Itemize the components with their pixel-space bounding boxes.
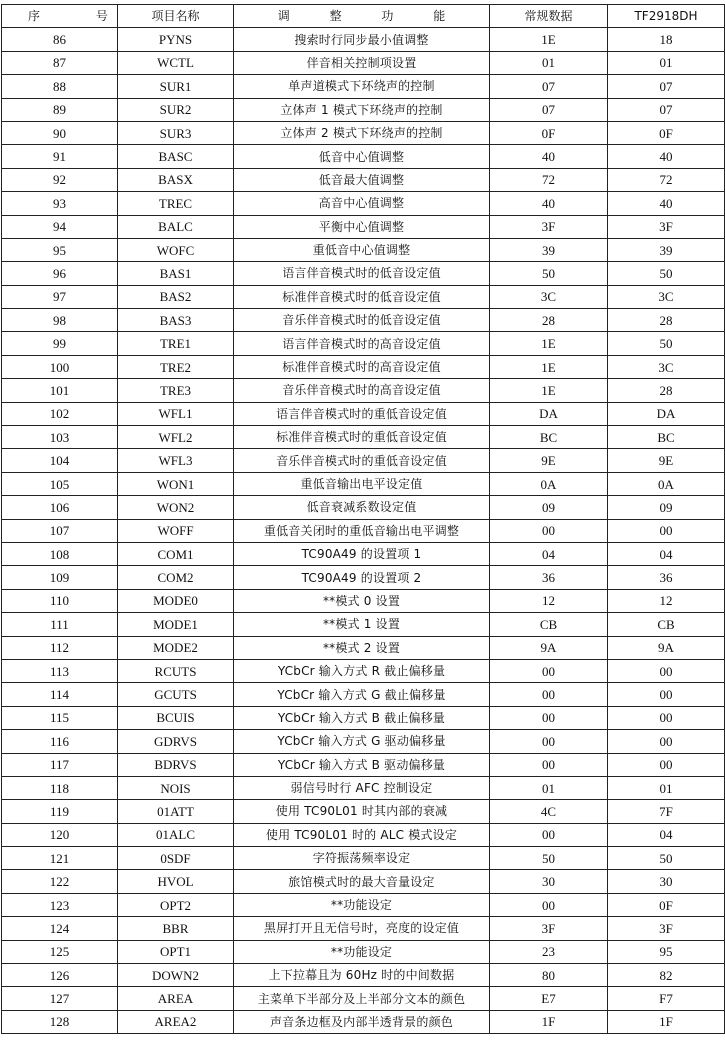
- table-row: [2, 519, 725, 542]
- cell-name: TRE2: [118, 355, 234, 378]
- table-row: [2, 730, 725, 753]
- table-row: [2, 238, 725, 261]
- cell-model: 3F: [608, 917, 725, 940]
- cell-normal: DA: [490, 402, 608, 425]
- table-row: [2, 613, 725, 636]
- table-row: [2, 776, 725, 799]
- cell-name: BAS3: [118, 309, 234, 332]
- cell-normal: 1E: [490, 379, 608, 402]
- cell-no: 93: [2, 192, 118, 215]
- cell-model: 01: [608, 776, 725, 799]
- cell-no: 94: [2, 215, 118, 238]
- cell-model: 00: [608, 519, 725, 542]
- cell-name: WON1: [118, 472, 234, 495]
- cell-name: WFL2: [118, 426, 234, 449]
- cell-no: 127: [2, 987, 118, 1010]
- cell-model: 40: [608, 145, 725, 168]
- table-row: [2, 636, 725, 659]
- cell-no: 97: [2, 285, 118, 308]
- cell-normal: BC: [490, 426, 608, 449]
- cell-function: YCbCr 输入方式 R 截止偏移量: [234, 659, 490, 682]
- table-row: [2, 940, 725, 963]
- cell-no: 106: [2, 496, 118, 519]
- cell-model: 0A: [608, 472, 725, 495]
- table-row: [2, 355, 725, 378]
- table-row: [2, 893, 725, 916]
- table-row: [2, 426, 725, 449]
- cell-function: 音乐伴音模式时的低音设定值: [234, 309, 490, 332]
- cell-normal: 4C: [490, 800, 608, 823]
- cell-normal: 72: [490, 168, 608, 191]
- cell-model: BC: [608, 426, 725, 449]
- cell-function: 黑屏打开且无信号时，亮度的设定值: [234, 917, 490, 940]
- cell-no: 128: [2, 1010, 118, 1033]
- cell-name: WFL3: [118, 449, 234, 472]
- cell-model: F7: [608, 987, 725, 1010]
- cell-normal: 00: [490, 730, 608, 753]
- cell-name: WON2: [118, 496, 234, 519]
- cell-model: 3C: [608, 355, 725, 378]
- cell-no: 107: [2, 519, 118, 542]
- cell-model: DA: [608, 402, 725, 425]
- table-row: [2, 659, 725, 682]
- cell-model: 04: [608, 823, 725, 846]
- table-row: [2, 496, 725, 519]
- cell-no: 101: [2, 379, 118, 402]
- cell-model: 00: [608, 706, 725, 729]
- table-row: [2, 917, 725, 940]
- cell-normal: 3F: [490, 917, 608, 940]
- table-row: [2, 379, 725, 402]
- cell-function: TC90A49 的设置项 1: [234, 542, 490, 565]
- cell-no: 117: [2, 753, 118, 776]
- cell-no: 126: [2, 964, 118, 987]
- cell-normal: 40: [490, 192, 608, 215]
- cell-name: WOFC: [118, 238, 234, 261]
- cell-no: 90: [2, 121, 118, 144]
- cell-no: 99: [2, 332, 118, 355]
- cell-normal: 50: [490, 262, 608, 285]
- cell-function: 重低音关闭时的重低音输出电平调整: [234, 519, 490, 542]
- cell-no: 87: [2, 51, 118, 74]
- cell-function: 字符振荡频率设定: [234, 847, 490, 870]
- header-model: TF2918DH: [608, 5, 725, 28]
- cell-model: CB: [608, 613, 725, 636]
- cell-no: 98: [2, 309, 118, 332]
- table-row: [2, 309, 725, 332]
- cell-normal: 0A: [490, 472, 608, 495]
- cell-model: 50: [608, 332, 725, 355]
- cell-function: 标准伴音模式时的高音设定值: [234, 355, 490, 378]
- cell-no: 102: [2, 402, 118, 425]
- cell-function: 单声道模式下环绕声的控制: [234, 75, 490, 98]
- cell-model: 1F: [608, 1010, 725, 1033]
- cell-normal: 00: [490, 823, 608, 846]
- header-no: 序 号: [2, 5, 118, 28]
- cell-function: **功能设定: [234, 940, 490, 963]
- cell-name: 0SDF: [118, 847, 234, 870]
- header-normal: 常规数据: [490, 5, 608, 28]
- cell-name: 01ATT: [118, 800, 234, 823]
- cell-name: MODE2: [118, 636, 234, 659]
- cell-model: 9A: [608, 636, 725, 659]
- cell-normal: 40: [490, 145, 608, 168]
- cell-name: BDRVS: [118, 753, 234, 776]
- cell-name: BAS2: [118, 285, 234, 308]
- cell-function: 伴音相关控制项设置: [234, 51, 490, 74]
- cell-no: 115: [2, 706, 118, 729]
- cell-no: 92: [2, 168, 118, 191]
- cell-name: AREA2: [118, 1010, 234, 1033]
- table-row: [2, 847, 725, 870]
- cell-normal: CB: [490, 613, 608, 636]
- table-row: [2, 964, 725, 987]
- cell-name: RCUTS: [118, 659, 234, 682]
- cell-normal: 1F: [490, 1010, 608, 1033]
- cell-name: HVOL: [118, 870, 234, 893]
- cell-function: 使用 TC90L01 时其内部的衰减: [234, 800, 490, 823]
- adjustment-table: [1, 4, 725, 1034]
- cell-name: TREC: [118, 192, 234, 215]
- cell-name: GDRVS: [118, 730, 234, 753]
- cell-name: WFL1: [118, 402, 234, 425]
- table-row: [2, 168, 725, 191]
- cell-function: YCbCr 输入方式 B 截止偏移量: [234, 706, 490, 729]
- cell-normal: 80: [490, 964, 608, 987]
- cell-no: 103: [2, 426, 118, 449]
- table-row: [2, 753, 725, 776]
- cell-function: 音乐伴音模式时的重低音设定值: [234, 449, 490, 472]
- cell-no: 122: [2, 870, 118, 893]
- table-row: [2, 192, 725, 215]
- cell-function: 立体声 1 模式下环绕声的控制: [234, 98, 490, 121]
- cell-no: 109: [2, 566, 118, 589]
- table-row: [2, 987, 725, 1010]
- table-row: [2, 800, 725, 823]
- cell-no: 111: [2, 613, 118, 636]
- table-row: [2, 121, 725, 144]
- cell-name: GCUTS: [118, 683, 234, 706]
- cell-name: BASX: [118, 168, 234, 191]
- cell-normal: 1E: [490, 332, 608, 355]
- cell-function: 低音衰减系数设定值: [234, 496, 490, 519]
- cell-model: 95: [608, 940, 725, 963]
- cell-name: DOWN2: [118, 964, 234, 987]
- table-row: [2, 28, 725, 51]
- cell-function: YCbCr 输入方式 G 驱动偏移量: [234, 730, 490, 753]
- table-row: [2, 870, 725, 893]
- cell-model: 9E: [608, 449, 725, 472]
- cell-function: 上下拉幕且为 60Hz 时的中间数据: [234, 964, 490, 987]
- cell-model: 30: [608, 870, 725, 893]
- table-row: [2, 706, 725, 729]
- cell-model: 09: [608, 496, 725, 519]
- cell-no: 124: [2, 917, 118, 940]
- cell-model: 28: [608, 379, 725, 402]
- cell-model: 36: [608, 566, 725, 589]
- cell-function: **模式 0 设置: [234, 589, 490, 612]
- cell-normal: 1E: [490, 28, 608, 51]
- cell-normal: 07: [490, 75, 608, 98]
- cell-name: BALC: [118, 215, 234, 238]
- cell-no: 119: [2, 800, 118, 823]
- cell-no: 91: [2, 145, 118, 168]
- cell-normal: 50: [490, 847, 608, 870]
- cell-no: 116: [2, 730, 118, 753]
- cell-name: TRE3: [118, 379, 234, 402]
- cell-function: 主菜单下半部分及上半部分文本的颜色: [234, 987, 490, 1010]
- cell-name: WOFF: [118, 519, 234, 542]
- cell-function: 高音中心值调整: [234, 192, 490, 215]
- cell-name: NOIS: [118, 776, 234, 799]
- cell-normal: 00: [490, 706, 608, 729]
- cell-no: 114: [2, 683, 118, 706]
- cell-model: 07: [608, 75, 725, 98]
- cell-model: 3F: [608, 215, 725, 238]
- cell-name: TRE1: [118, 332, 234, 355]
- table-row: [2, 145, 725, 168]
- table-row: [2, 262, 725, 285]
- cell-name: MODE0: [118, 589, 234, 612]
- cell-name: COM1: [118, 542, 234, 565]
- cell-function: **模式 1 设置: [234, 613, 490, 636]
- cell-name: OPT2: [118, 893, 234, 916]
- table-row: [2, 589, 725, 612]
- cell-name: COM2: [118, 566, 234, 589]
- cell-function: 使用 TC90L01 时的 ALC 模式设定: [234, 823, 490, 846]
- cell-model: 39: [608, 238, 725, 261]
- cell-normal: 09: [490, 496, 608, 519]
- cell-model: 01: [608, 51, 725, 74]
- cell-function: 低音最大值调整: [234, 168, 490, 191]
- cell-no: 89: [2, 98, 118, 121]
- cell-name: 01ALC: [118, 823, 234, 846]
- cell-function: 语言伴音模式时的高音设定值: [234, 332, 490, 355]
- cell-no: 110: [2, 589, 118, 612]
- cell-no: 125: [2, 940, 118, 963]
- table-row: [2, 542, 725, 565]
- header-row: [2, 5, 725, 28]
- cell-no: 95: [2, 238, 118, 261]
- cell-normal: 00: [490, 893, 608, 916]
- table-row: [2, 1010, 725, 1033]
- cell-normal: 9A: [490, 636, 608, 659]
- cell-normal: 3F: [490, 215, 608, 238]
- cell-function: **模式 2 设置: [234, 636, 490, 659]
- cell-normal: 30: [490, 870, 608, 893]
- cell-name: WCTL: [118, 51, 234, 74]
- cell-model: 0F: [608, 893, 725, 916]
- table-row: [2, 683, 725, 706]
- cell-no: 100: [2, 355, 118, 378]
- cell-model: 07: [608, 98, 725, 121]
- cell-normal: 12: [490, 589, 608, 612]
- cell-no: 121: [2, 847, 118, 870]
- cell-function: 语言伴音模式时的低音设定值: [234, 262, 490, 285]
- cell-normal: 36: [490, 566, 608, 589]
- cell-model: 18: [608, 28, 725, 51]
- cell-no: 96: [2, 262, 118, 285]
- cell-model: 50: [608, 262, 725, 285]
- cell-model: 00: [608, 753, 725, 776]
- cell-function: 标准伴音模式时的低音设定值: [234, 285, 490, 308]
- cell-model: 00: [608, 683, 725, 706]
- cell-model: 28: [608, 309, 725, 332]
- table-row: [2, 75, 725, 98]
- cell-normal: 04: [490, 542, 608, 565]
- cell-no: 113: [2, 659, 118, 682]
- cell-name: SUR1: [118, 75, 234, 98]
- cell-function: TC90A49 的设置项 2: [234, 566, 490, 589]
- table-row: [2, 332, 725, 355]
- cell-function: 搜索时行同步最小值调整: [234, 28, 490, 51]
- cell-normal: E7: [490, 987, 608, 1010]
- cell-model: 00: [608, 659, 725, 682]
- cell-normal: 1E: [490, 355, 608, 378]
- cell-no: 105: [2, 472, 118, 495]
- cell-model: 00: [608, 730, 725, 753]
- cell-name: AREA: [118, 987, 234, 1010]
- cell-normal: 39: [490, 238, 608, 261]
- cell-model: 12: [608, 589, 725, 612]
- cell-function: 平衡中心值调整: [234, 215, 490, 238]
- table-row: [2, 449, 725, 472]
- header-name: 项目名称: [118, 5, 234, 28]
- cell-normal: 00: [490, 519, 608, 542]
- cell-normal: 9E: [490, 449, 608, 472]
- table-body: [2, 28, 725, 1034]
- cell-normal: 28: [490, 309, 608, 332]
- cell-name: BAS1: [118, 262, 234, 285]
- cell-name: PYNS: [118, 28, 234, 51]
- cell-name: BBR: [118, 917, 234, 940]
- cell-function: **功能设定: [234, 893, 490, 916]
- cell-model: 04: [608, 542, 725, 565]
- cell-normal: 00: [490, 683, 608, 706]
- cell-name: SUR2: [118, 98, 234, 121]
- cell-normal: 00: [490, 659, 608, 682]
- cell-function: 旅馆模式时的最大音量设定: [234, 870, 490, 893]
- table-row: [2, 215, 725, 238]
- cell-no: 86: [2, 28, 118, 51]
- cell-model: 72: [608, 168, 725, 191]
- cell-function: 音乐伴音模式时的高音设定值: [234, 379, 490, 402]
- cell-model: 50: [608, 847, 725, 870]
- header-function: 调 整 功 能: [234, 5, 490, 28]
- cell-model: 40: [608, 192, 725, 215]
- table-row: [2, 98, 725, 121]
- cell-name: MODE1: [118, 613, 234, 636]
- cell-no: 108: [2, 542, 118, 565]
- cell-function: 语言伴音模式时的重低音设定值: [234, 402, 490, 425]
- cell-model: 7F: [608, 800, 725, 823]
- cell-name: SUR3: [118, 121, 234, 144]
- cell-function: 重低音输出电平设定值: [234, 472, 490, 495]
- cell-function: 标准伴音模式时的重低音设定值: [234, 426, 490, 449]
- cell-no: 104: [2, 449, 118, 472]
- cell-no: 88: [2, 75, 118, 98]
- cell-function: 声音条边框及内部半透背景的颜色: [234, 1010, 490, 1033]
- cell-function: 立体声 2 模式下环绕声的控制: [234, 121, 490, 144]
- table-row: [2, 51, 725, 74]
- cell-model: 3C: [608, 285, 725, 308]
- cell-normal: 0F: [490, 121, 608, 144]
- cell-no: 112: [2, 636, 118, 659]
- cell-normal: 01: [490, 51, 608, 74]
- cell-normal: 3C: [490, 285, 608, 308]
- cell-normal: 01: [490, 776, 608, 799]
- table-row: [2, 472, 725, 495]
- table-row: [2, 823, 725, 846]
- cell-name: OPT1: [118, 940, 234, 963]
- cell-normal: 07: [490, 98, 608, 121]
- cell-function: 弱信号时行 AFC 控制设定: [234, 776, 490, 799]
- cell-model: 82: [608, 964, 725, 987]
- cell-no: 123: [2, 893, 118, 916]
- cell-name: BCUIS: [118, 706, 234, 729]
- cell-function: 低音中心值调整: [234, 145, 490, 168]
- cell-function: YCbCr 输入方式 B 驱动偏移量: [234, 753, 490, 776]
- cell-name: BASC: [118, 145, 234, 168]
- cell-normal: 00: [490, 753, 608, 776]
- cell-no: 120: [2, 823, 118, 846]
- table-row: [2, 566, 725, 589]
- table-row: [2, 285, 725, 308]
- table-row: [2, 402, 725, 425]
- cell-function: YCbCr 输入方式 G 截止偏移量: [234, 683, 490, 706]
- cell-normal: 23: [490, 940, 608, 963]
- cell-no: 118: [2, 776, 118, 799]
- cell-model: 0F: [608, 121, 725, 144]
- cell-function: 重低音中心值调整: [234, 238, 490, 261]
